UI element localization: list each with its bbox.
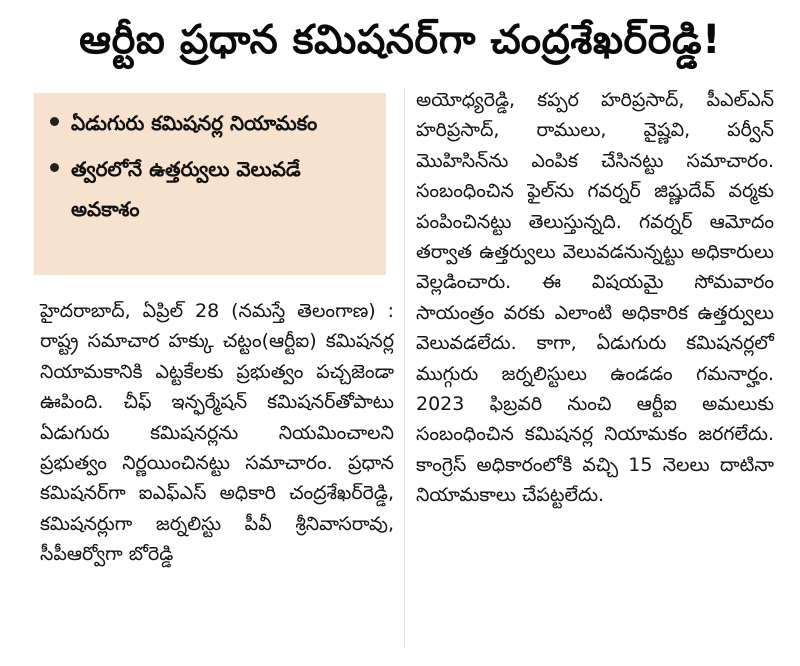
highlight-item (48, 103, 374, 143)
article-column-left (40, 296, 394, 570)
bullet-icon (50, 117, 59, 126)
highlights-box (34, 93, 386, 275)
headline: ఆర్టీఐ ప్రధాన కమిషనర్‌గా చంద్రశేఖర్‌రెడ్డి! (79, 17, 721, 63)
highlight-text: ఏడుగురు కమిషనర్ల నియామకం (71, 111, 318, 135)
article-paragraph: అయోధ్యరెడ్డి, కప్పర హరిప్రసాద్‌, పీఎల్‌ఎన్‌ హరిప్రసాద్‌, రాములు, వైష్ణవి, పర్వీన్‌ మొహిసిన్‌ను ఎంపిక చేసినట్టు సమాచారం. సంబంధించిన ఫైల్‌ను గవర్నర్‌ జిష్ణుదేవ్‌ వర్మకు పంపించినట్టు తెలుస్తున్నది. గవర్నర్‌ ఆమోదం తర్వాత ఉత్తర్వులు వెలువడనున్నట్టు అధికారులు వెల్లడించారు. ఈ విషయమై సోమవారం సాయంత్రం వరకు ఎలాంటి అధికారిక ఉత్తర్వులు వెలువడలేదు. కాగా, ఏడుగురు కమిషనర్లలో ముగ్గురు జర్నలిస్టులు ఉండడం గమనార్హం. 2023 ఫిబ్రవరి నుంచి ఆర్టీఐ అమలుకు సంబంధించిన కమిషనర్ల నియామకం జరగలేదు. కాంగ్రెస్‌ అధికారంలోకి వచ్చి 15 నెలలు దాటినా నియామకాలు చేపట్టలేదు. (416, 89, 774, 507)
highlight-text: త్వరలోనే ఉత్తర్వులు వెలువడే అవకాశం (71, 157, 301, 221)
article-paragraph: హైదరాబాద్‌, ఏప్రిల్‌ 28 (నమస్తే తెలంగాణ) : రాష్ట్ర సమాచార హక్కు చట్టం(ఆర్టీఐ) కమిషనర్ల నియామకానికి ఎట్టకేలకు ప్రభుత్వం పచ్చజెండా ఊపింది. చీఫ్‌ ఇన్ఫర్మేషన్‌ కమిషనర్‌తోపాటు ఏడుగురు కమిషనర్లను నియమించాలని ప్రభుత్వం నిర్ణయించినట్టు సమాచారం. ప్రధాన కమిషనర్‌గా ఐఎఫ్‌ఎస్‌ అధికారి చంద్రశేఖర్‌రెడ్డి, కమిషనర్లుగా జర్నలిస్టు పీవీ శ్రీనివాసరావు, సీపీఆర్వోగా బోరెడ్డి (40, 300, 394, 566)
bullet-icon (50, 163, 59, 172)
article-column-right (416, 85, 774, 511)
column-divider (404, 88, 405, 648)
highlight-item (48, 149, 374, 229)
